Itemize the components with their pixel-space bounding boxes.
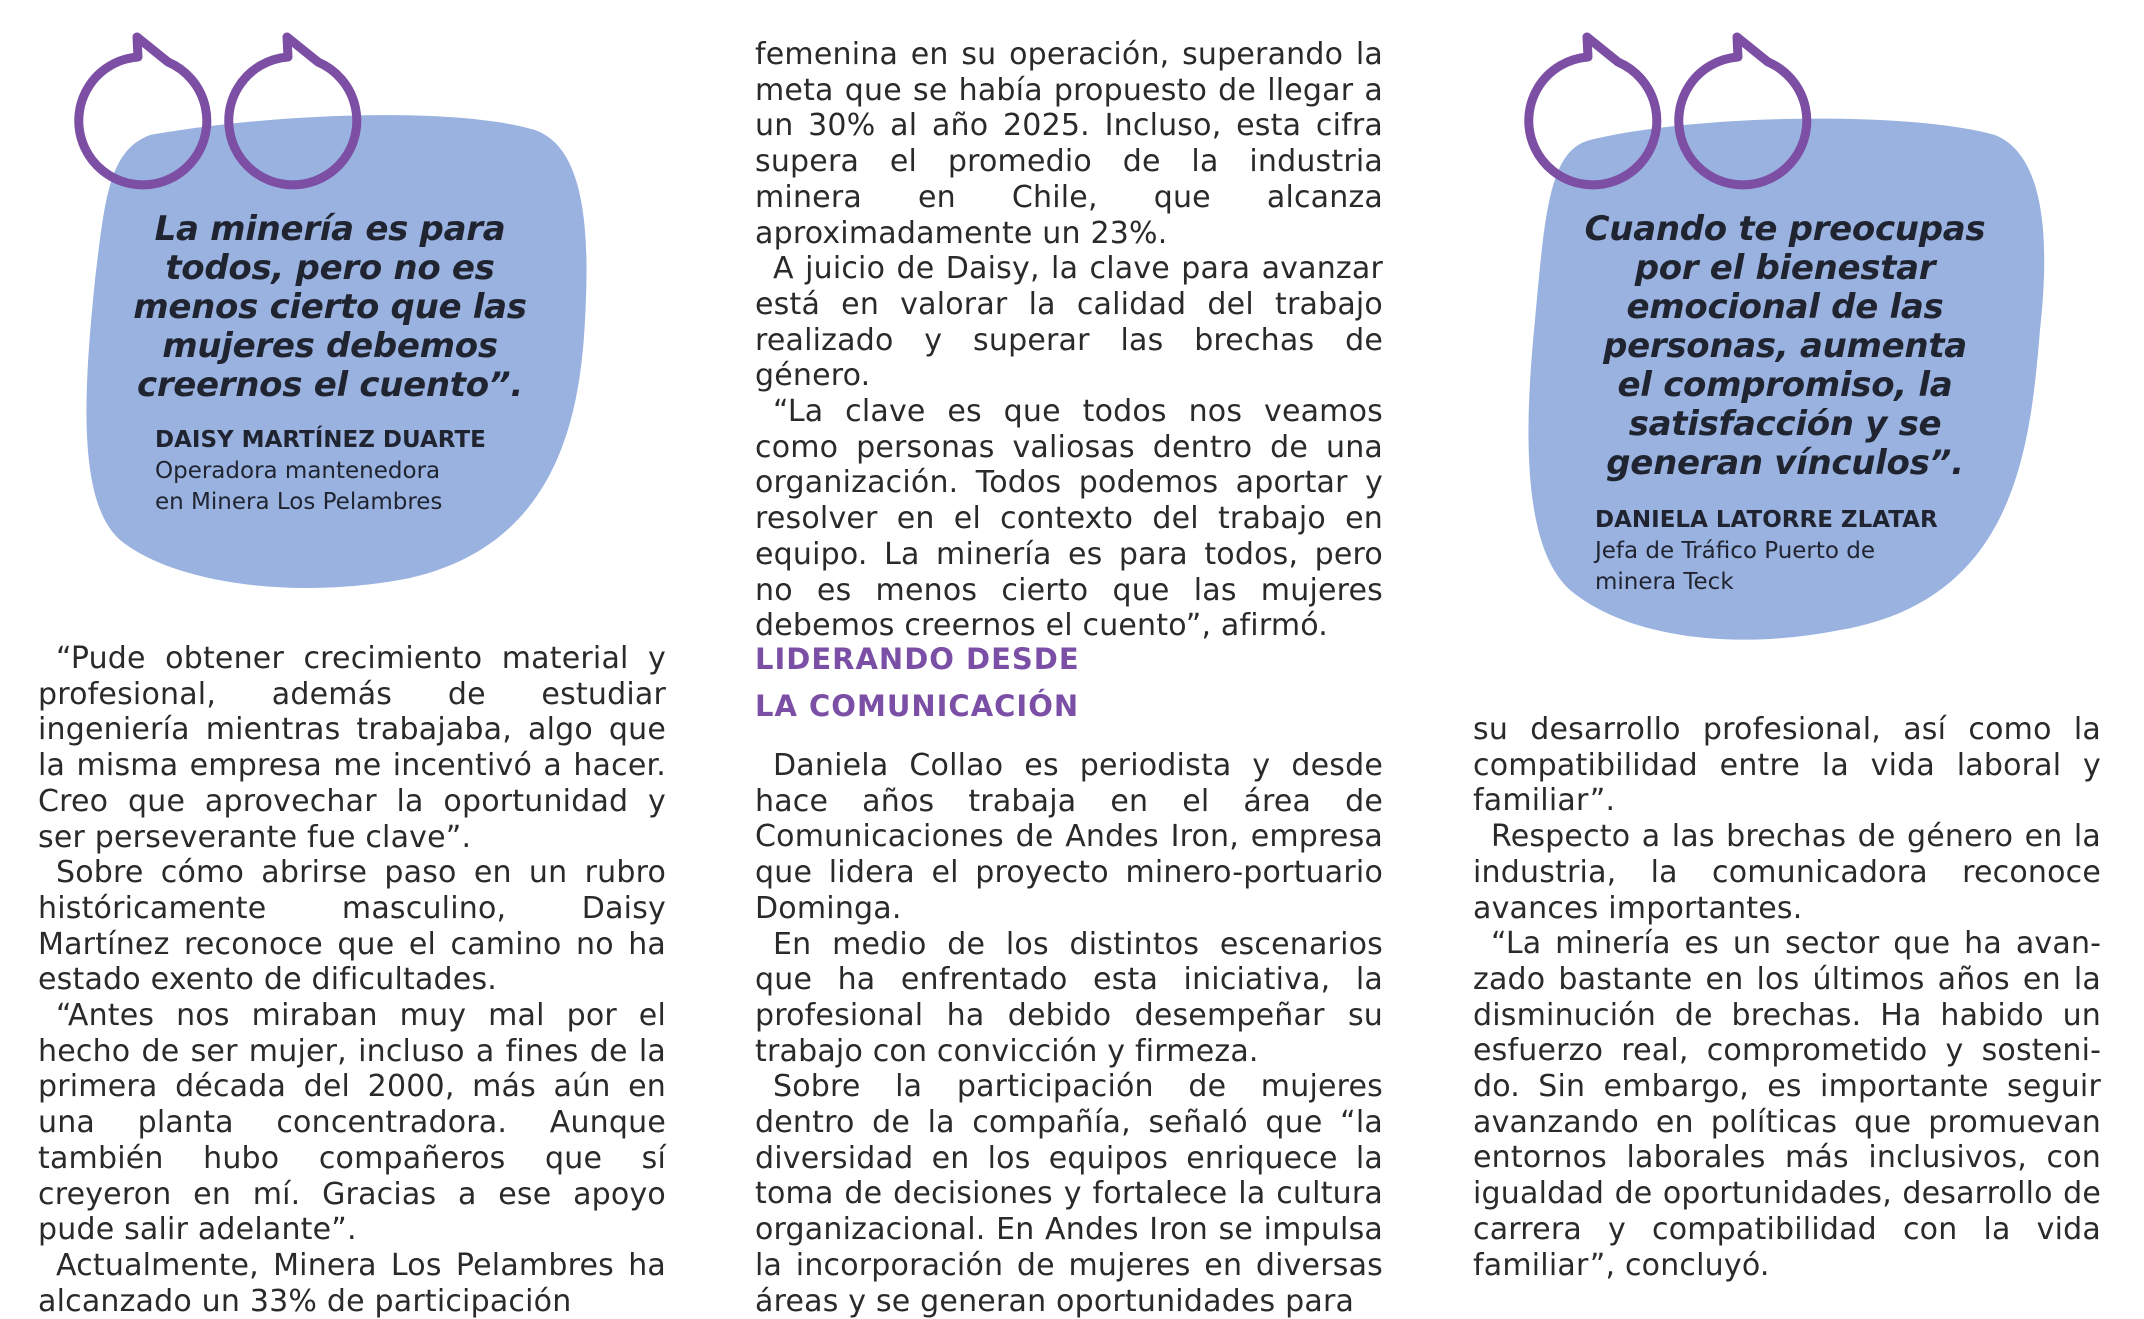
article-column-3 <box>1473 712 2101 1283</box>
quote-line: Cuando te preocupas <box>1584 209 1986 249</box>
quote-line: todos, pero no es <box>165 248 495 288</box>
article-column-2 <box>755 37 1383 644</box>
author-role: Operadora mantenedora <box>155 458 441 484</box>
section-heading-line: LA COMUNICACIÓN <box>755 689 1080 723</box>
paragraph: Daniela Collao es periodista y desde hace años trabaja en el área de Comunicaciones de Andes Iron, empresa que lidera el proyecto minero-portuario Dominga. <box>755 748 1383 926</box>
quote-line: por el bienestar <box>1634 248 1936 288</box>
quote-line: el compromiso, la <box>1617 365 1953 405</box>
section-heading <box>755 636 1080 730</box>
author-name: DAISY MARTÍNEZ DUARTE <box>155 427 486 453</box>
pull-quote-text <box>110 210 550 405</box>
paragraph: A juicio de Daisy, la clave para avanzar está en valorar la calidad del trabajo realizado y superar las brechas de género. <box>755 251 1383 394</box>
paragraph: “Antes nos miraban muy mal por el hecho de ser mujer, incluso a fines de la primera década del 2000, más aún en una planta concentradora. Aunque también hubo compañeros que sí creyeron en mí. Gracias a ese apoyo pude salir adelante”. <box>38 998 666 1248</box>
article-column-2-continued <box>755 748 1383 1319</box>
quote-line: creernos el cuento”. <box>136 365 524 405</box>
paragraph: Respecto a las brechas de género en la industria, la comunicadora reconoce avances importantes. <box>1473 819 2101 926</box>
paragraph: femenina en su operación, superando la meta que se había propuesto de llegar a un 30% al año 2025. Incluso, esta cifra supera el promedio de la industria minera en Chile, que alcanza aproximadamente un 23%. <box>755 37 1383 251</box>
paragraph: su desarrollo profesional, así como la compatibilidad entre la vida laboral y familiar”. <box>1473 712 2101 819</box>
paragraph: “Pude obtener crecimiento material y profesional, además de estudiar ingeniería mientras trabajaba, algo que la misma empresa me incentivó a hacer. Creo que aprovechar la oportunidad y ser perseverante fue clave”. <box>38 641 666 855</box>
author-role: en Minera Los Pelambres <box>155 489 443 515</box>
quote-line: menos cierto que las <box>133 287 527 327</box>
article-column-1 <box>38 641 666 1319</box>
pull-quote-text <box>1560 210 2010 483</box>
paragraph: Actualmente, Minera Los Pelambres ha alcanzado un 33% de participación <box>38 1247 666 1319</box>
paragraph: “La clave es que todos nos veamos como personas valiosas dentro de una organización. Todos podemos aportar y resolver en el contexto del trabajo en equipo. La minería es para todos, pero no es menos cierto que las mujeres debemos creernos el cuento”, afirmó. <box>755 394 1383 644</box>
author-name: DANIELA LATORRE ZLATAR <box>1595 507 1938 533</box>
quote-line: satisfacción y se <box>1628 404 1942 444</box>
section-heading-line: LIDERANDO DESDE <box>755 642 1080 676</box>
quote-line: La minería es para <box>154 209 506 249</box>
quote-line: emocional de las <box>1626 287 1944 327</box>
quote-line: generan vínculos”. <box>1606 443 1964 483</box>
author-role: Jefa de Tráfico Puerto de <box>1595 538 1876 564</box>
paragraph: Sobre la participación de mujeres dentro de la compañía, señaló que “la diversidad en los equipos enriquece la toma de decisiones y fortalece la cultura organizacional. En Andes Iron se impulsa la incorporación de mujeres en diversas áreas y se generan oportunidades para <box>755 1069 1383 1319</box>
quote-line: mujeres debemos <box>162 326 498 366</box>
paragraph: Sobre cómo abrirse paso en un rubro históricamente masculino, Daisy Martínez reconoce que el camino no ha estado exento de dificultades. <box>38 855 666 998</box>
author-role: minera Teck <box>1595 569 1734 595</box>
paragraph: “La minería es un sector que ha avanzado bastante en los últimos años en la disminución de brechas. Ha habido un esfuerzo real, comprometido y sostenido. Sin embargo, es importante seguir avanzando en políticas que promuevan entornos laborales más inclusivos, con igualdad de oportunidades, desarrollo de carrera y compatibilidad con la vida familiar”, concluyó. <box>1473 926 2101 1283</box>
quote-author <box>155 425 486 518</box>
quote-line: personas, aumenta <box>1603 326 1967 366</box>
pull-quote-left <box>0 0 700 600</box>
pull-quote-right <box>1440 0 2144 660</box>
quote-author <box>1595 505 1938 598</box>
paragraph: En medio de los distintos escenarios que ha enfrentado esta iniciativa, la profesional ha debido desempeñar su trabajo con convicción y firmeza. <box>755 926 1383 1069</box>
